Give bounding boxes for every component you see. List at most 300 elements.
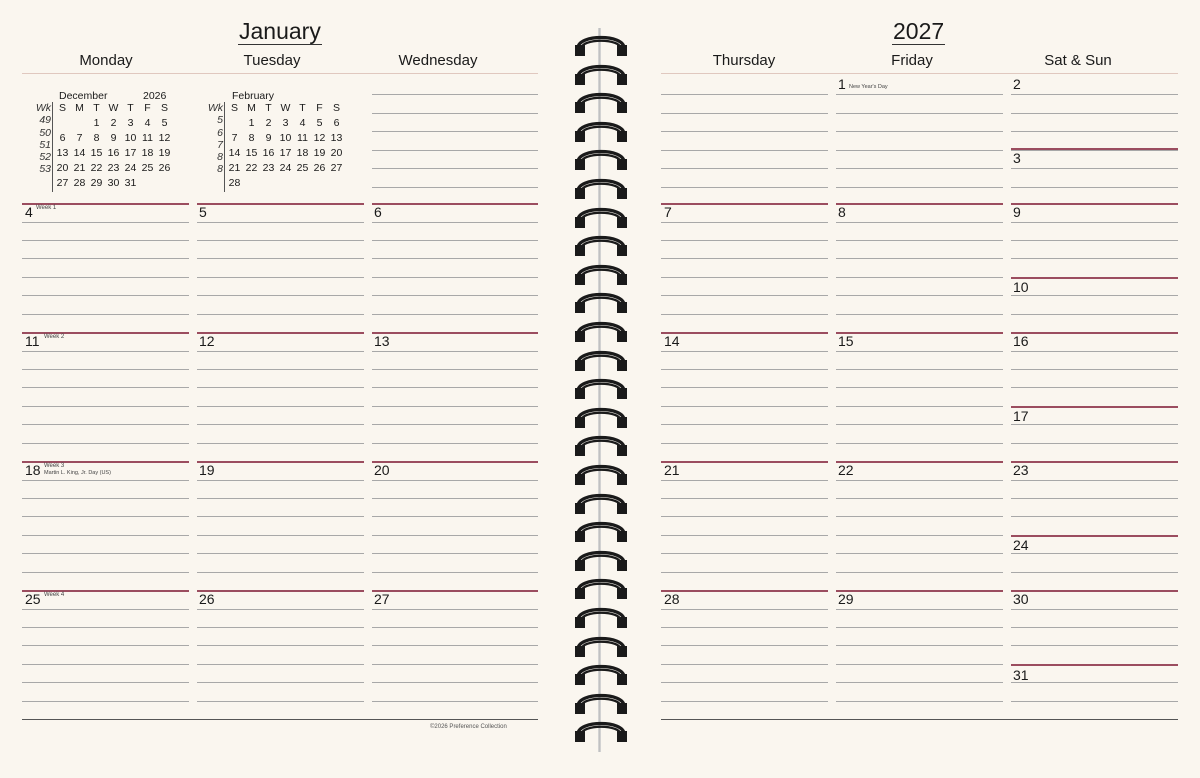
ruled-line [22,314,189,315]
ruled-line [197,258,364,259]
weekday-header: T [127,102,134,114]
spiral-ring [574,89,628,117]
ruled-line [197,277,364,278]
day-number: 18 [25,462,41,478]
ruled-line [372,572,538,573]
mini-day [71,117,88,132]
spiral-ring [574,204,628,232]
ruled-line [1011,443,1178,444]
mini-day: 21 [228,162,241,174]
ruled-line [1011,516,1178,517]
ruled-line [372,187,538,188]
mini-day: 12 [313,132,326,144]
day-number: 15 [838,333,854,349]
mini-divider [52,102,53,192]
ruled-line [22,406,189,407]
mini-day: 14 [73,147,86,159]
mini-calendar-grid [54,102,173,192]
ruled-line [22,295,189,296]
mini-day: 11 [142,132,153,144]
mini-day: 19 [313,147,326,159]
spiral-ring [574,718,628,746]
weekday-header: F [144,102,151,114]
mini-day [277,177,294,192]
ruled-line [197,351,364,352]
ruled-line [197,535,364,536]
mini-day: 1 [93,117,100,129]
day-number: 7 [664,204,672,220]
spiral-ring [574,575,628,603]
day-number: 8 [838,204,846,220]
spiral-ring [574,461,628,489]
week-number: 8 [217,151,223,164]
mini-day: 30 [107,177,120,189]
ruled-line [372,645,538,646]
week-rule [661,461,828,463]
ruled-line [661,113,828,114]
ruled-line [1011,424,1178,425]
day-number: 22 [838,462,854,478]
ruled-line [197,553,364,554]
weekday-header: S [160,102,168,114]
day-number: 20 [374,462,390,478]
ruled-line [836,351,1003,352]
ruled-line [836,406,1003,407]
ruled-line [372,351,538,352]
mini-month-name: February [232,90,275,102]
week-rule [836,203,1003,205]
mini-day: 7 [76,132,83,144]
ruled-line [836,131,1003,132]
holiday-note: New Year's Day [849,84,888,90]
ruled-line [661,572,828,573]
mini-day: 1 [248,117,255,129]
spiral-ring [574,318,628,346]
ruled-line [372,701,538,702]
week-rule [1011,590,1178,592]
ruled-line [661,277,828,278]
week-rule [372,203,538,205]
ruled-line [1011,222,1178,223]
ruled-line [1011,94,1178,95]
ruled-line [661,516,828,517]
spiral-ring [574,61,628,89]
bottom-rule [22,719,538,720]
weekday-header: F [316,102,323,114]
mini-day: 5 [161,117,168,129]
week-rule [197,332,364,334]
ruled-line [661,701,828,702]
week-number: 8 [217,163,223,176]
week-number: 5 [217,114,223,127]
ruled-line [372,113,538,114]
mini-day: 26 [313,162,326,174]
spiral-ring [574,432,628,460]
ruled-line [197,295,364,296]
ruled-line [661,351,828,352]
ruled-line [197,609,364,610]
ruled-line [22,498,189,499]
ruled-line [836,187,1003,188]
mini-day: 15 [245,147,258,159]
mini-day: 10 [124,132,137,144]
bottom-rule [661,719,1178,720]
ruled-line [661,535,828,536]
day-number: 3 [1013,150,1021,166]
week-rule [661,332,828,334]
ruled-line [22,480,189,481]
ruled-line [197,387,364,388]
ruled-line [372,682,538,683]
mini-day: 6 [59,132,66,144]
spiral-ring [574,232,628,260]
day-number: 4 [25,204,33,220]
mini-day: 3 [127,117,134,129]
spiral-ring [574,518,628,546]
ruled-line [197,406,364,407]
ruled-line [836,516,1003,517]
mini-day: 17 [279,147,292,159]
ruled-line [372,535,538,536]
ruled-line [1011,627,1178,628]
ruled-line [836,424,1003,425]
mini-day: 4 [144,117,151,129]
ruled-line [1011,113,1178,114]
mini-day: 9 [110,132,117,144]
ruled-line [1011,682,1178,683]
week-label: Week 4 [44,592,65,598]
week-number: 53 [39,163,51,176]
day-number: 26 [199,591,215,607]
ruled-line [836,553,1003,554]
mini-day: 8 [248,132,255,144]
week-rule [1011,203,1178,205]
mini-day: 27 [330,162,343,174]
mini-calendar-february [207,90,345,192]
ruled-line [836,664,1003,665]
mini-day: 26 [158,162,171,174]
ruled-line [661,258,828,259]
ruled-line [197,701,364,702]
ruled-line [372,240,538,241]
ruled-line [22,627,189,628]
ruled-line [1011,314,1178,315]
ruled-line [836,701,1003,702]
week-rule [197,590,364,592]
weekday-header: W [108,102,119,114]
mini-day [260,177,277,192]
ruled-line [372,664,538,665]
week-label: Week 1 [36,205,57,211]
ruled-line [836,535,1003,536]
ruled-line [372,222,538,223]
spiral-ring [574,661,628,689]
spiral-ring [574,32,628,60]
month-title: January [239,18,321,44]
ruled-line [372,516,538,517]
ruled-line [372,295,538,296]
ruled-line [836,498,1003,499]
week-rule [197,203,364,205]
header-rule-right [661,73,1178,74]
day-number: 31 [1013,667,1029,683]
spiral-ring [574,604,628,632]
ruled-line [1011,609,1178,610]
ruled-line [1011,351,1178,352]
ruled-line [197,645,364,646]
week-rule [661,203,828,205]
mini-day: 14 [228,147,241,159]
spiral-ring [574,347,628,375]
ruled-line [22,553,189,554]
mini-day [139,177,156,192]
mini-day: 28 [73,177,86,189]
day-number: 16 [1013,333,1029,349]
mini-day [54,117,71,132]
mini-day: 17 [124,147,137,159]
ruled-line [372,387,538,388]
spiral-ring [574,289,628,317]
ruled-line [661,94,828,95]
ruled-line [197,664,364,665]
ruled-line [836,240,1003,241]
mini-day [243,177,260,192]
day-header-friday: Friday [891,52,933,69]
week-rule [372,461,538,463]
day-number: 30 [1013,591,1029,607]
ruled-line [661,150,828,151]
week-rule [372,332,538,334]
ruled-line [22,240,189,241]
ruled-line [661,168,828,169]
week-rule [836,332,1003,334]
ruled-line [22,645,189,646]
ruled-line [197,572,364,573]
spiral-ring [574,404,628,432]
weekday-rule [1011,406,1178,408]
week-rule [661,590,828,592]
week-number: 6 [217,126,223,139]
ruled-line [1011,187,1178,188]
ruled-line [22,535,189,536]
day-number: 21 [664,462,680,478]
ruled-line [22,387,189,388]
weekday-rule [1011,535,1178,537]
ruled-line [836,113,1003,114]
spiral-ring [574,490,628,518]
ruled-line [661,664,828,665]
day-number: 17 [1013,408,1029,424]
ruled-line [22,572,189,573]
mini-day: 24 [279,162,292,174]
ruled-line [1011,498,1178,499]
day-number: 27 [374,591,390,607]
weekday-rule [1011,148,1178,150]
mini-day: 23 [107,162,120,174]
footer-copyright: ©2026 Preference Collection [430,724,507,730]
ruled-line [661,131,828,132]
mini-day: 19 [158,147,171,159]
week-rule [836,461,1003,463]
ruled-line [372,94,538,95]
mini-day [328,177,345,192]
ruled-line [372,150,538,151]
week-rule [372,590,538,592]
mini-day: 29 [90,177,103,189]
ruled-line [372,277,538,278]
ruled-line [22,258,189,259]
mini-day: 3 [282,117,289,129]
ruled-line [372,258,538,259]
mini-day: 24 [124,162,137,174]
ruled-line [836,150,1003,151]
weekday-header: S [58,102,66,114]
weekday-header: T [299,102,306,114]
ruled-line [661,609,828,610]
spiral-ring [574,547,628,575]
mini-day: 27 [56,177,69,189]
ruled-line [836,645,1003,646]
ruled-line [22,277,189,278]
week-rule [836,590,1003,592]
weekday-header: S [230,102,238,114]
mini-year: 2026 [143,90,167,102]
ruled-line [197,240,364,241]
mini-day: 20 [330,147,343,159]
week-number: 50 [39,126,51,139]
mini-day: 2 [110,117,117,129]
mini-day: 31 [124,177,137,189]
day-number: 23 [1013,462,1029,478]
ruled-line [22,664,189,665]
wk-label: Wk [35,102,51,114]
ruled-line [372,314,538,315]
mini-day [294,177,311,192]
weekday-rule [1011,664,1178,666]
ruled-line [372,406,538,407]
mini-day: 6 [333,117,340,129]
ruled-line [661,187,828,188]
ruled-line [1011,131,1178,132]
spiral-ring [574,375,628,403]
day-number: 5 [199,204,207,220]
ruled-line [1011,258,1178,259]
ruled-line [197,424,364,425]
mini-calendar-grid [226,102,345,192]
ruled-line [661,406,828,407]
spiral-ring [574,175,628,203]
mini-day: 7 [231,132,238,144]
ruled-line [197,627,364,628]
spiral-ring [574,261,628,289]
ruled-line [661,498,828,499]
spiral-ring [574,633,628,661]
ruled-line [197,314,364,315]
ruled-line [836,277,1003,278]
mini-day: 18 [296,147,309,159]
ruled-line [22,369,189,370]
ruled-line [1011,480,1178,481]
mini-day: 4 [299,117,306,129]
ruled-line [661,295,828,296]
mini-day [311,177,328,192]
day-header-weekend: Sat & Sun [1044,52,1112,69]
ruled-line [1011,369,1178,370]
mini-day: 12 [158,132,171,144]
ruled-line [836,314,1003,315]
ruled-line [661,314,828,315]
day-number: 11 [25,333,40,349]
mini-day: 16 [262,147,275,159]
weekday-header: M [75,102,84,114]
ruled-line [1011,553,1178,554]
day-number: 19 [199,462,215,478]
mini-day: 13 [56,147,69,159]
ruled-line [22,516,189,517]
mini-month-name: December [59,90,108,102]
weekday-header: T [265,102,272,114]
ruled-line [1011,168,1178,169]
week-rule [197,461,364,463]
ruled-line [661,240,828,241]
mini-day: 18 [141,147,154,159]
ruled-line [836,627,1003,628]
ruled-line [661,387,828,388]
spiral-ring [574,690,628,718]
ruled-line [22,222,189,223]
weekday-rule [1011,277,1178,279]
ruled-line [197,369,364,370]
ruled-line [836,222,1003,223]
wk-label: Wk [207,102,223,114]
ruled-line [197,480,364,481]
ruled-line [836,295,1003,296]
ruled-line [661,682,828,683]
spiral-ring [574,118,628,146]
day-number: 2 [1013,76,1021,92]
holiday-note: Martin L. King, Jr. Day (US) [44,470,111,476]
ruled-line [372,168,538,169]
week-number: 52 [39,151,51,164]
day-header-thursday: Thursday [712,52,776,69]
mini-day: 2 [265,117,272,129]
day-number: 28 [664,591,680,607]
mini-day: 16 [107,147,120,159]
ruled-line [661,553,828,554]
ruled-line [1011,240,1178,241]
ruled-line [372,480,538,481]
week-number: 7 [217,138,223,151]
ruled-line [372,443,538,444]
year-title: 2027 [893,18,945,44]
ruled-line [22,609,189,610]
week-rule [1011,461,1178,463]
ruled-line [836,168,1003,169]
weekday-header: T [93,102,100,114]
ruled-line [372,424,538,425]
day-number: 10 [1013,279,1029,295]
mini-day: 25 [141,162,154,174]
ruled-line [836,572,1003,573]
ruled-line [1011,645,1178,646]
ruled-line [372,627,538,628]
mini-day: 22 [245,162,258,174]
day-header-wednesday: Wednesday [398,52,478,69]
ruled-line [836,443,1003,444]
ruled-line [372,131,538,132]
ruled-line [661,222,828,223]
mini-day: 22 [90,162,103,174]
